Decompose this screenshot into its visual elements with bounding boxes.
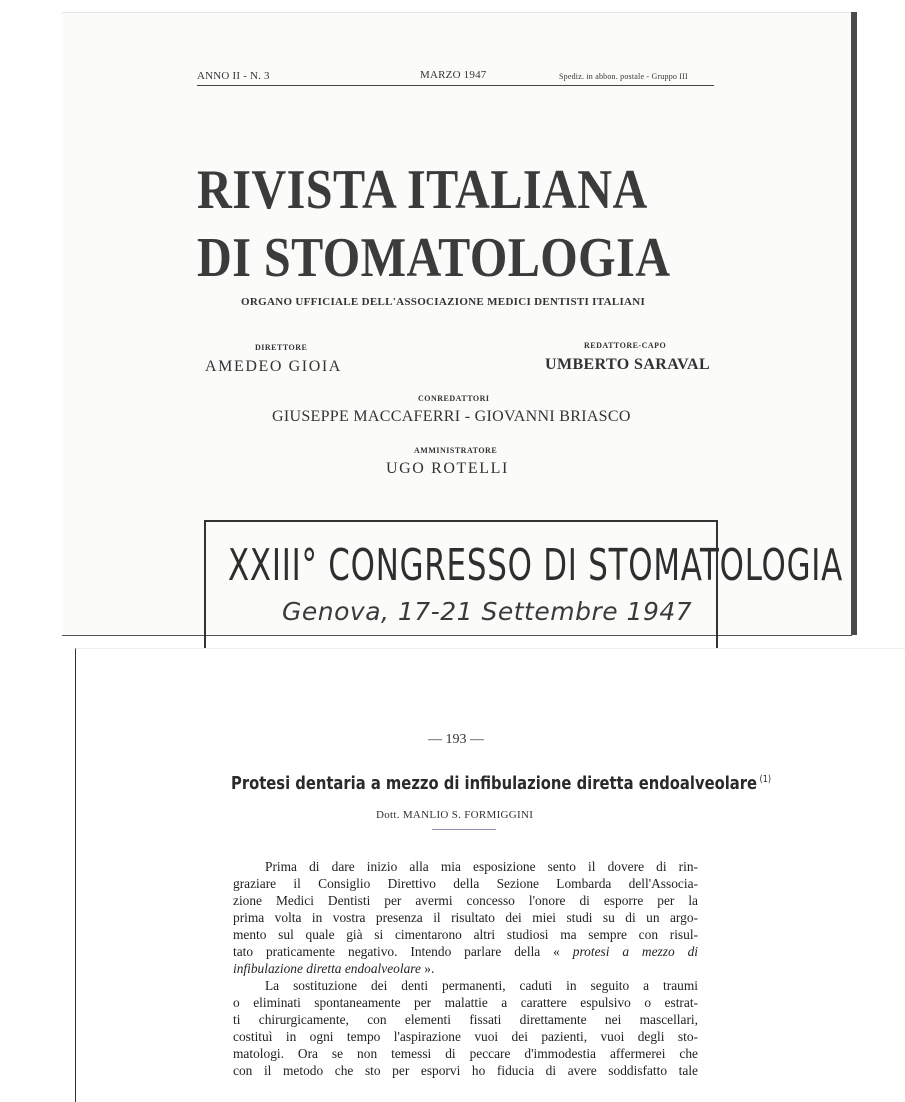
congress-place-date: Genova, 17-21 Settembre 1947 bbox=[282, 597, 693, 626]
body-line: mento sul quale già si cimentarono altri studiosi ma sempre con risul- bbox=[233, 927, 698, 942]
organ-subtitle: ORGANO UFFICIALE DELL'ASSOCIAZIONE MEDICI DENTISTI ITALIANI bbox=[241, 296, 646, 308]
body-text-italic: protesi a mezzo di bbox=[572, 944, 698, 959]
article-body bbox=[233, 858, 698, 1079]
body-line: ti chirurgicamente, con elementi fissati direttamente nei mascellari, bbox=[233, 1012, 698, 1027]
coeditors-label: CONREDATTORI bbox=[418, 394, 490, 403]
administrator-name: UGO ROTELLI bbox=[386, 460, 509, 477]
congress-title-text: XXIII° CONGRESSO DI STOMATOLOGIA bbox=[228, 540, 844, 591]
footnote-marker: (1) bbox=[759, 774, 772, 785]
article-title bbox=[231, 773, 771, 794]
body-line: Prima di dare inizio alla mia esposizione sento il dovere di rin- bbox=[265, 859, 698, 874]
congress-title bbox=[228, 540, 844, 592]
body-text-italic: infibulazione diretta endoalveolare bbox=[233, 961, 421, 976]
issue-number: ANNO II - N. 3 bbox=[197, 70, 270, 82]
body-line: zione Medici Dentisti per avermi concesso l'onore di esporre per la bbox=[233, 893, 698, 908]
body-line: La sostituzione dei denti permanenti, caduti in seguito a traumi bbox=[265, 978, 698, 993]
journal-title-line-2: DI STOMATOLOGIA bbox=[197, 227, 671, 289]
body-text-run: tato praticamente negativo. Intendo parlare della « bbox=[233, 944, 560, 959]
body-line: prima volta in vostra presenza il risultato dei miei studi su di un argo- bbox=[233, 910, 698, 925]
article-author: Dott. MANLIO S. FORMIGGINI bbox=[376, 809, 534, 821]
body-line: graziare il Consiglio Direttivo della Sezione Lombarda dell'Associa- bbox=[233, 876, 698, 891]
director-label: DIRETTORE bbox=[255, 343, 308, 352]
body-line: con il metodo che sto per esporvi ho fiducia di avere soddisfatto tale bbox=[233, 1063, 698, 1078]
body-text-run: ». bbox=[424, 961, 435, 976]
administrator-label: AMMINISTRATORE bbox=[414, 446, 498, 455]
body-line: o eliminati spontaneamente per malattie a carattere espulsivo o estrat- bbox=[233, 995, 698, 1010]
body-line bbox=[233, 943, 698, 960]
postal-note: Spediz. in abbon. postale - Gruppo III bbox=[559, 72, 688, 81]
coeditors-names: GIUSEPPE MACCAFERRI - GIOVANNI BRIASCO bbox=[272, 408, 631, 425]
page-number: — 193 — bbox=[428, 732, 484, 747]
body-line: matologi. Ora se non temessi di peccare d'immodestia affermerei che bbox=[233, 1046, 698, 1061]
page-edge-shadow bbox=[851, 12, 857, 635]
body-line bbox=[233, 960, 698, 977]
issue-date: MARZO 1947 bbox=[420, 69, 487, 81]
chief-editor-label: REDATTORE-CAPO bbox=[584, 341, 667, 350]
header-rule bbox=[197, 85, 714, 86]
director-name: AMEDEO GIOIA bbox=[205, 358, 342, 375]
journal-title-line-1: RIVISTA ITALIANA bbox=[197, 159, 648, 221]
chief-editor-name: UMBERTO SARAVAL bbox=[545, 356, 711, 373]
article-title-text: Protesi dentaria a mezzo di infibulazione diretta endoalveolare bbox=[231, 773, 758, 794]
author-underline bbox=[432, 829, 496, 830]
body-line: costituì in ogni tempo l'aspirazione vuoi dei pazienti, vuoi degli sto- bbox=[233, 1029, 698, 1044]
